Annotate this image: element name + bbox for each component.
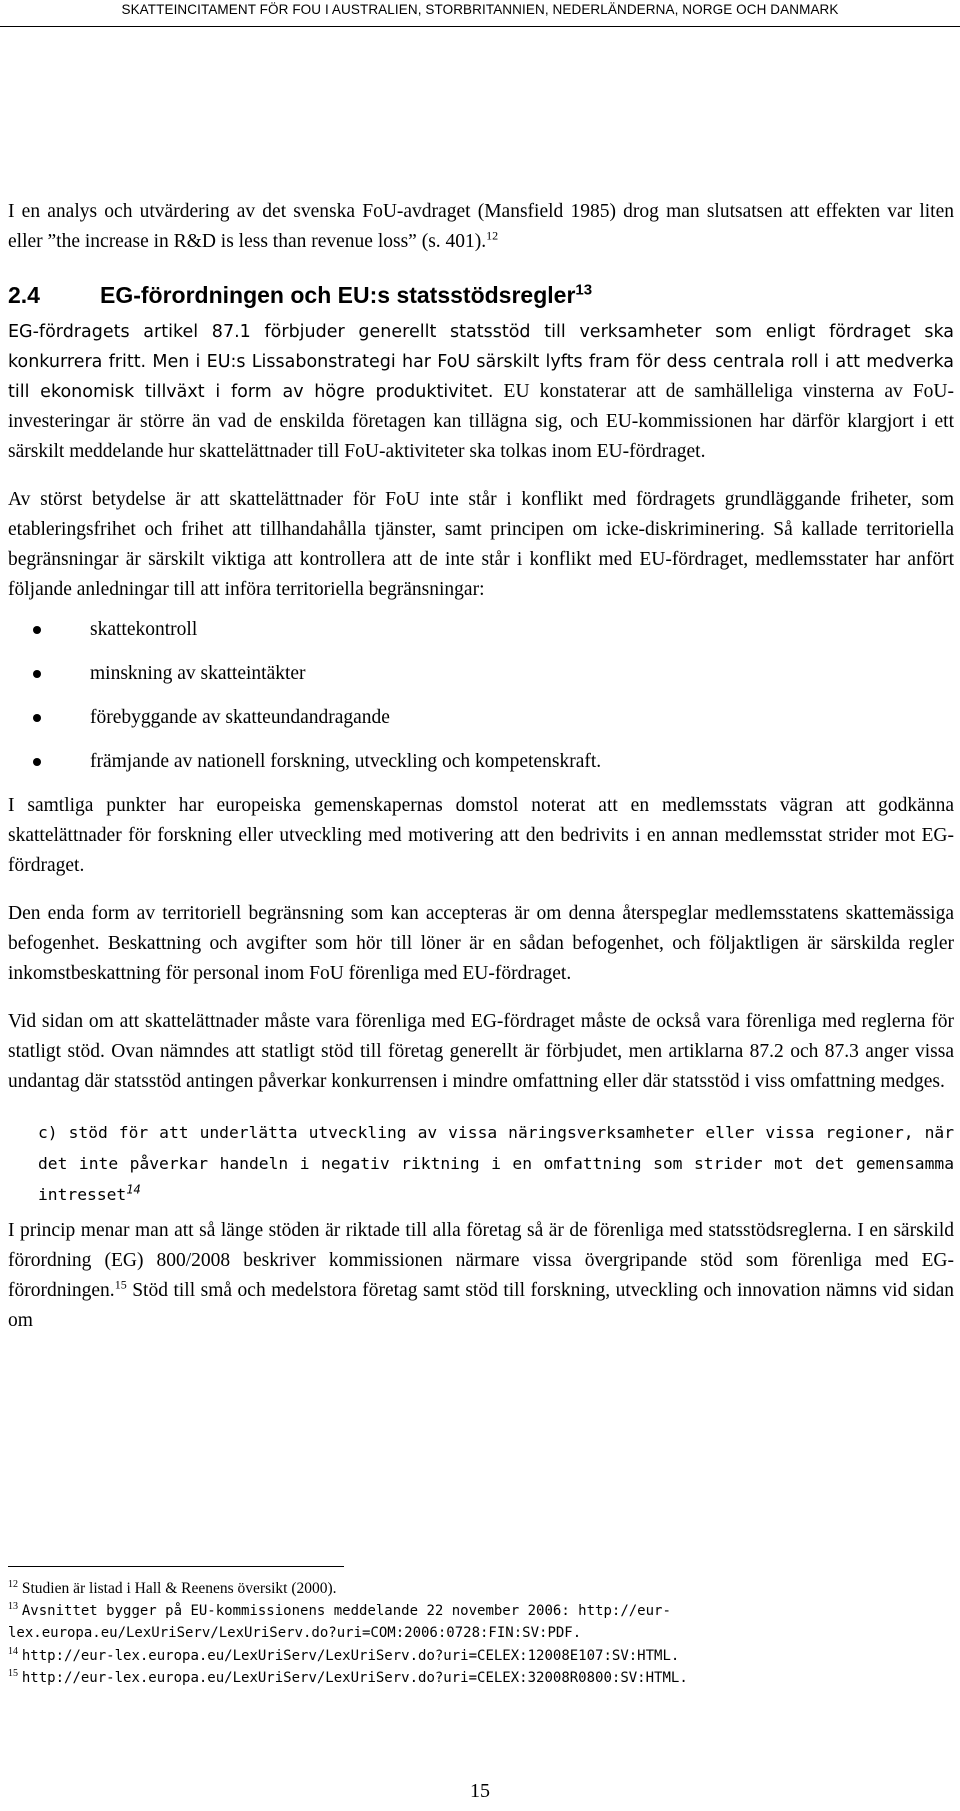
- footnotes: [8, 1578, 954, 1690]
- running-header: SKATTEINCITAMENT FÖR FOU I AUSTRALIEN, STORBRITANNIEN, NEDERLÄNDERNA, NORGE OCH DANMARK: [0, 0, 960, 27]
- footnote: $^{13}$ Avsnittet bygger på EU-kommissionens meddelande 22 november 2006: http://eur-lex.europa.eu/LexUriServ/LexUriServ.do?uri=COM:2006:0728:FIN:SV:PDF.: [8, 1600, 671, 1641]
- bullet-list: [8, 615, 954, 791]
- footnote-ref[interactable]: 15: [114, 1277, 127, 1292]
- paragraph: I princip menar man att så länge stöden är riktade till alla företag så är de förenliga med statsstödsreglerna. I en särskild förordning (EG) 800/2008 beskriver kommissionen närmare vissa övergripande stöd som förenliga med EG-förordningen.$^{15}$ Stöd till små och medelstora företag samt stöd till forskning, utveckling och innovation nämns vid sidan om: [8, 1220, 955, 1331]
- list-item: förebyggande av skatteundandragande: [8, 703, 954, 747]
- list-item: främjande av nationell forskning, utveckling och kompetenskraft.: [8, 747, 954, 791]
- paragraph: Av störst betydelse är att skattelättnader för FoU inte står i konflikt med fördragets grundläggande friheter, som etableringsfrihet och frihet att tillhandahålla tjänster, samt principen om icke-diskriminering. Så kallade territoriella begränsningar är särskilt viktiga att kontrollera att de inte står i konflikt med EU-fördraget, medlemsstater har anfört följande anledningar till att införa territoriella begränsningar:: [8, 489, 954, 600]
- paragraph: Den enda form av territoriell begränsning som kan accepteras är om denna återspeglar medlemsstatens skattemässiga befogenhet. Beskattning och avgifter som hör till löner är en sådan befogenhet, och följaktligen är särskilda regler inkomstbeskattning för personal inom FoU förenliga med EU-fördraget.: [8, 903, 954, 984]
- bullet-icon: [33, 670, 41, 678]
- bullet-icon: [33, 714, 41, 722]
- section-heading: [8, 277, 954, 313]
- footnote-ref[interactable]: 14: [126, 1182, 141, 1197]
- paragraph: Vid sidan om att skattelättnader måste vara förenliga med EG-fördraget måste de också vara förenliga med reglerna för statligt stöd. Ovan nämndes att statligt stöd till företag generellt är förbjudet, men artiklarna 87.2 och 87.3 anger vissa undantag där statsstöd antingen påverkar konkurrensen i mindre omfattning eller där statsstöd i viss omfattning medges.: [8, 1011, 954, 1092]
- bullet-icon: [33, 626, 41, 634]
- list-item: minskning av skatteintäkter: [8, 659, 954, 703]
- intro-paragraph: I en analys och utvärdering av det svenska FoU-avdraget (Mansfield 1985) drog man slutsatsen att effekten var liten eller ”the increase in R&D is less than revenue loss” (s. 401).$^{12}$: [8, 201, 954, 252]
- paragraph: EG-fördragets artikel 87.1 förbjuder generellt statsstöd till verksamheter som enligt fördraget ska konkurrera fritt. Men i EU:s Lissabonstrategi har FoU särskilt lyfts fram för dess centrala roll i att medverka till ekonomisk tillväxt i form av högre produktivitet. EU konstaterar att de samhälleliga vinsterna av FoU-investeringar är större än vad de enskilda företagen kan tillägna sig, och EU-kommissionen har därför klargjort i ett särskilt meddelande hur skattelättnader till FoU-aktiviteter ska tolkas inom EU-fördraget.: [8, 322, 955, 462]
- footnote-ref[interactable]: 13: [575, 281, 593, 299]
- footnote: $^{15}$ http://eur-lex.europa.eu/LexUriServ/LexUriServ.do?uri=CELEX:32008R0800:SV:HTML.: [8, 1667, 688, 1686]
- body-text: [8, 197, 954, 1336]
- page-number: 15: [470, 1780, 490, 1802]
- paragraph: I samtliga punkter har europeiska gemenskapernas domstol noterat att en medlemsstats vägran att godkänna skattelättnader för forskning eller utveckling med motivering att den bedrivits i en annan medlemsstat strider mot EG-fördraget.: [8, 795, 954, 876]
- footnote: $^{14}$ http://eur-lex.europa.eu/LexUriServ/LexUriServ.do?uri=CELEX:12008E107:SV:HTML.: [8, 1645, 680, 1664]
- footnote-ref[interactable]: 12: [486, 228, 499, 243]
- legal-quote: c) stöd för att underlätta utveckling av vissa näringsverksamheter eller vissa regioner, när det inte påverkar handeln i negativ riktning i en omfattning som strider mot det gemensamma intresset$^{14}$: [38, 1123, 954, 1204]
- footnote: $^{12}$ Studien är listad i Hall & Reenens översikt (2000).: [8, 1578, 337, 1597]
- section-number: 2.4: [8, 282, 40, 308]
- footnote-divider: [8, 1566, 344, 1567]
- bullet-icon: [33, 758, 41, 766]
- list-item: skattekontroll: [8, 615, 954, 659]
- section-title: EG-förordningen och EU:s statsstödsregler: [100, 282, 576, 308]
